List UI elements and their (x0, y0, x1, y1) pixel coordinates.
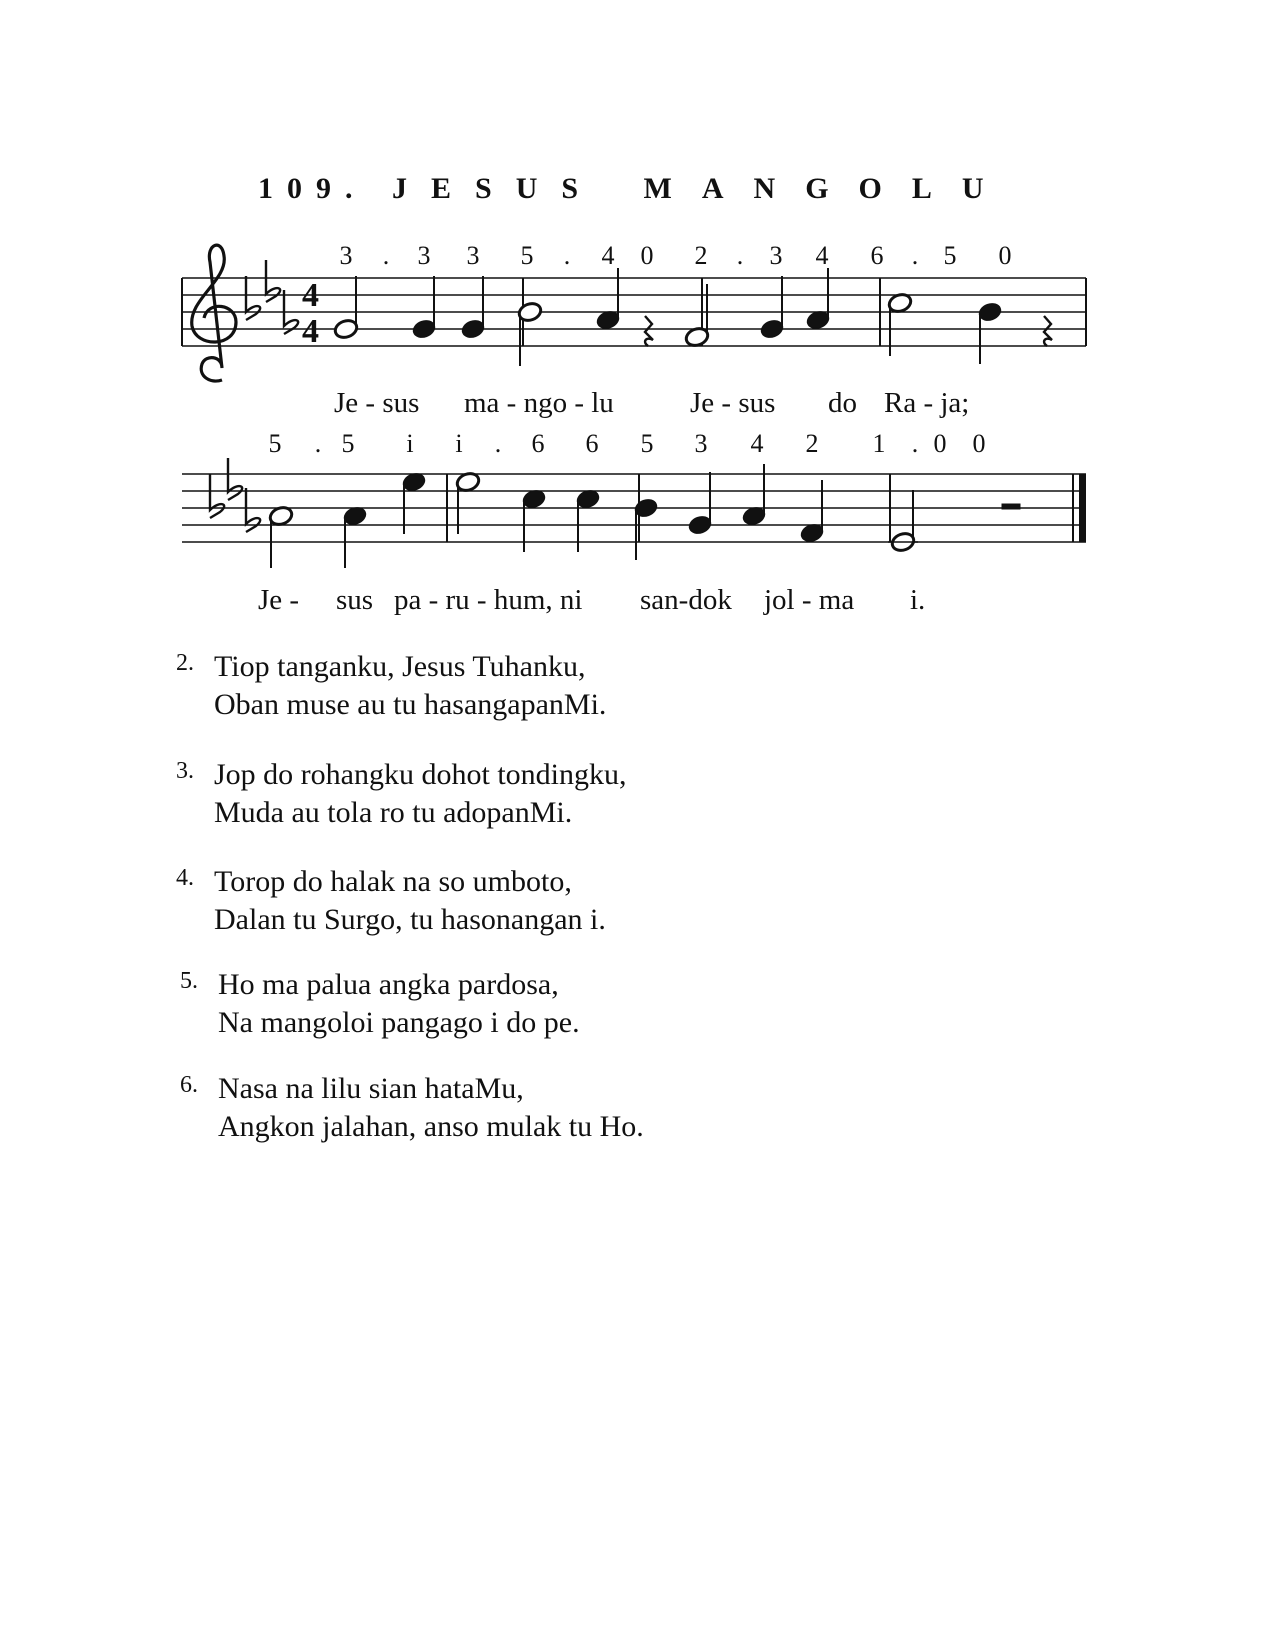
solfa-number: 6 (585, 429, 599, 458)
lyric: Je - (258, 584, 300, 616)
solfa-number: 3 (769, 241, 783, 270)
staff-lines-2 (182, 474, 1086, 542)
verse-number: 6. (180, 1072, 198, 1098)
verse-number: 2. (176, 650, 194, 676)
hymn-title-word-2: MANGOLU (643, 172, 1014, 205)
solfa-number: i (406, 429, 414, 458)
solfa-number: 2 (805, 429, 819, 458)
quarter-rest-icon (645, 316, 653, 346)
time-sig-top: 4 (302, 277, 319, 314)
solfa-number: 5 (341, 429, 355, 458)
solfa-dot: . (494, 429, 502, 458)
lyric: i. (910, 584, 926, 616)
final-barline (1079, 474, 1086, 542)
note-half (517, 301, 543, 366)
verse-line: Dalan tu Surgo, tu hasonangan i. (214, 903, 606, 936)
note-quarter (687, 472, 713, 536)
verse-line: Torop do halak na so umboto, (214, 865, 572, 898)
verse-3 (176, 756, 627, 832)
verse-line: Ho ma palua angka pardosa, (218, 968, 559, 1001)
solfa-dot: . (563, 241, 571, 270)
solfa-dot: . (911, 241, 919, 270)
quarter-rest-icon (1044, 316, 1052, 346)
verse-line: Muda au tola ro tu adopanMi. (214, 796, 573, 829)
verse-line: Tiop tanganku, Jesus Tuhanku, (214, 650, 586, 683)
solfa-number: 5 (640, 429, 654, 458)
note-quarter (460, 276, 486, 340)
verse-line: Jop do rohangku dohot tondingku, (214, 758, 627, 791)
solfa-number: 0 (972, 429, 986, 458)
solfa-row-2 (269, 429, 986, 458)
verse-line: Oban muse au tu hasangapanMi. (214, 688, 607, 721)
solfa-number: 5 (268, 429, 282, 458)
solfa-number: 1 (872, 429, 886, 458)
note-half (333, 276, 359, 340)
verse-number: 5. (180, 968, 198, 994)
treble-clef-icon (192, 245, 236, 381)
solfa-number: 6 (870, 241, 884, 270)
hymn-number: 109. (258, 172, 367, 205)
notes-system-2 (268, 464, 1020, 568)
note-quarter (759, 276, 785, 340)
system-2 (182, 429, 1086, 616)
note-quarter (633, 497, 659, 560)
verse-line: Angkon jalahan, anso mulak tu Ho. (218, 1110, 644, 1143)
key-signature-flats-1 (246, 260, 298, 334)
verse-4 (176, 863, 606, 939)
solfa-number: 4 (601, 241, 615, 270)
solfa-number: 3 (339, 241, 353, 270)
half-rest-icon (1002, 504, 1020, 509)
solfa-number: 2 (694, 241, 708, 270)
solfa-number: 0 (640, 241, 654, 270)
notes-system-1 (333, 268, 1052, 366)
system-1 (182, 241, 1086, 419)
note-half (684, 284, 710, 348)
solfa-number: 6 (531, 429, 545, 458)
verse-6 (180, 1070, 644, 1146)
lyric: Je - sus (334, 387, 420, 419)
verse-line: Nasa na lilu sian hataMu, (218, 1072, 524, 1105)
solfa-number: 5 (943, 241, 957, 270)
music-score (0, 0, 1275, 640)
solfa-number: 0 (933, 429, 947, 458)
note-half (268, 505, 294, 568)
solfa-number: 3 (466, 241, 480, 270)
time-sig-bottom: 4 (302, 313, 319, 350)
lyric: jol - ma (764, 584, 855, 616)
lyric: Ra - ja; (884, 387, 970, 419)
verse-line: Na mangoloi pangago i do pe. (218, 1006, 580, 1039)
note-quarter (799, 480, 825, 544)
key-signature-flats-2 (210, 458, 260, 532)
note-quarter (342, 505, 368, 568)
solfa-number: 5 (520, 241, 534, 270)
verse-number: 4. (176, 865, 194, 891)
solfa-number: 0 (998, 241, 1012, 270)
solfa-row-1 (340, 241, 1012, 270)
solfa-dot: . (382, 241, 390, 270)
verse-2 (176, 648, 607, 724)
lyric: Je - sus (690, 387, 776, 419)
solfa-number: 4 (815, 241, 829, 270)
solfa-number: 3 (417, 241, 431, 270)
lyric: pa - ru - hum, ni (394, 584, 583, 616)
solfa-dot: . (736, 241, 744, 270)
note-quarter (411, 276, 437, 340)
lyric: ma - ngo - lu (464, 387, 614, 419)
note-quarter (977, 301, 1003, 364)
verse-5 (180, 966, 580, 1042)
solfa-number: 4 (750, 429, 764, 458)
note-half (888, 490, 918, 553)
solfa-number: i (455, 429, 463, 458)
solfa-number: 3 (694, 429, 708, 458)
verse-number: 3. (176, 758, 194, 784)
lyric: do (828, 387, 857, 419)
lyric: san-dok (640, 584, 732, 616)
hymn-title-word-1: JESUS (392, 172, 603, 205)
lyric: sus (336, 584, 374, 616)
solfa-dot: . (314, 429, 322, 458)
solfa-dot: . (911, 429, 919, 458)
